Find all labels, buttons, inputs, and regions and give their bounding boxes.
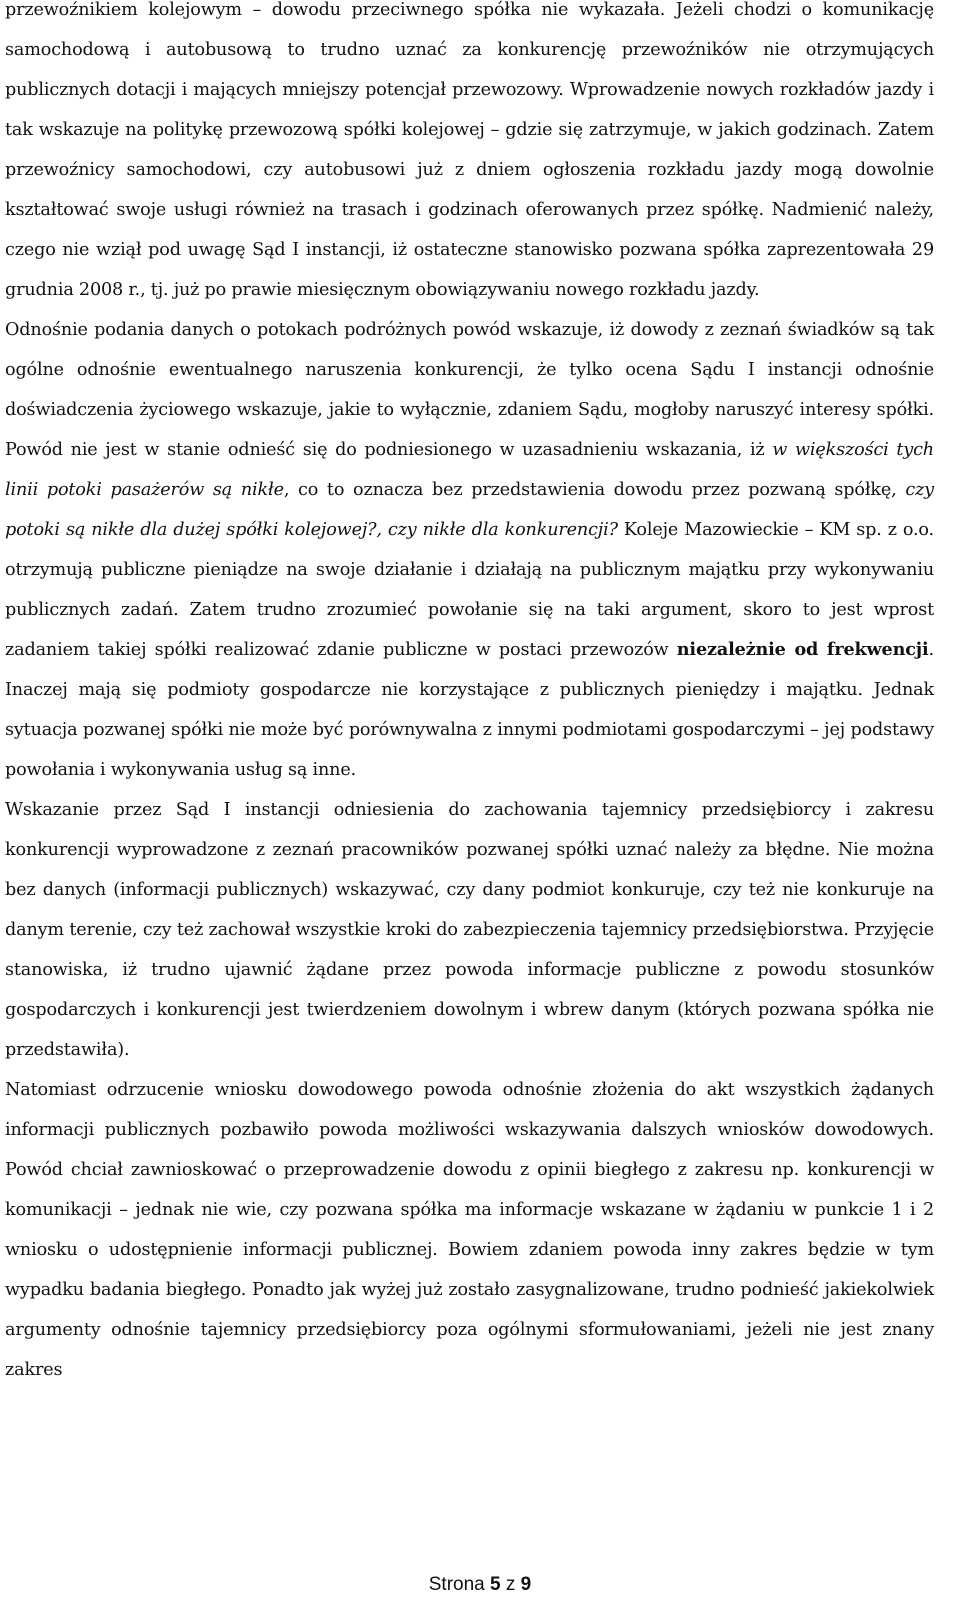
page-separator: z <box>505 1574 516 1595</box>
paragraph-2-quote-passengers: w większości tych linii potoki pasażerów są nikłe <box>5 440 934 500</box>
paragraph-2-quote-questions: czy potoki są nikłe dla dużej spółki kolejowej?, czy nikłe dla konkurencji? <box>5 480 934 540</box>
paragraph-1: przewoźnikiem kolejowym – dowodu przeciwnego spółka nie wykazała. Jeżeli chodzi o komunikację samochodową i autobusową to trudno uznać za konkurencję przewoźników nie otrzymujących publicznych dotacji i mających mniejszy potencjał przewozowy. Wprowadzenie nowych rozkładów jazdy i tak wskazuje na politykę przewozową spółki kolejowej – gdzie się zatrzymuje, w jakich godzinach. Zatem przewoźnicy samochodowi, czy autobusowi już z dniem ogłoszenia rozkładu jazdy mogą dowolnie kształtować swoje usługi również na trasach i godzinach oferowanych przez spółkę. Nadmienić należy, czego nie wziął pod uwagę Sąd I instancji, iż ostateczne stanowisko pozwana spółka zaprezentowała 29 grudnia 2008 r., tj. już po prawie miesięcznym obowiązywaniu nowego rozkładu jazdy. <box>5 0 934 300</box>
paragraph-2-emphasis: niezależnie od frekwencji <box>676 639 929 660</box>
paragraph-4: Natomiast odrzucenie wniosku dowodowego powoda odnośnie złożenia do akt wszystkich żądanych informacji publicznych pozbawiło powoda możliwości wskazywania dalszych wniosków dowodowych. Powód chciał zawnioskować o przeprowadzenie dowodu z opinii biegłego z zakresu np. konkurencji w komunikacji – jednak nie wie, czy pozwana spółka ma informacje wskazane w żądaniu w punkcie 1 i 2 wniosku o udostępnienie informacji publicznej. Bowiem zdaniem powoda inny zakres będzie w tym wypadku badania biegłego. Ponadto jak wyżej już zostało zasygnalizowane, trudno podnieść jakiekolwiek argumenty odnośnie tajemnicy przedsiębiorcy poza ogólnymi sformułowaniami, jeżeli nie jest znany zakres <box>5 1080 934 1380</box>
total-page-count: 9 <box>520 1574 532 1595</box>
current-page-number: 5 <box>490 1574 501 1595</box>
document-body <box>5 0 934 1390</box>
page-footer <box>0 1574 960 1596</box>
paragraph-2-part-c: , co to oznacza bez przedstawienia dowodu przez pozwaną spółkę, <box>283 480 906 500</box>
paragraph-3: Wskazanie przez Sąd I instancji odniesienia do zachowania tajemnicy przedsiębiorcy i zakresu konkurencji wyprowadzone z zeznań pracowników pozwanej spółki uznać należy za błędne. Nie można bez danych (informacji publicznych) wskazywać, czy dany podmiot konkuruje, czy też nie konkuruje na danym terenie, czy też zachował wszystkie kroki do zabezpieczenia tajemnicy przedsiębiorstwa. Przyjęcie stanowiska, iż trudno ujawnić żądane przez powoda informacje publiczne z powodu stosunków gospodarczych i konkurencji jest twierdzeniem dowolnym i wbrew danym (których pozwana spółka nie przedstawiła). <box>5 800 934 1060</box>
paragraph-2-part-g: . Inaczej mają się podmioty gospodarcze nie korzystające z publicznych pieniędzy i majątku. Jednak sytuacja pozwanej spółki nie może być porównywalna z innymi podmiotami gospodarczymi – jej podstawy powołania i wykonywania usług są inne. <box>5 640 934 780</box>
paragraph-2-part-a: Odnośnie podania danych o potokach podróżnych powód wskazuje, iż dowody z zeznań świadków są tak ogólne odnośnie ewentualnego naruszenia konkurencji, że tylko ocena Sądu I instancji odnośnie doświadczenia życiowego wskazuje, jakie to wyłącznie, zdaniem Sądu, mogłoby naruszyć interesy spółki. Powód nie jest w stanie odnieść się do podniesionego w uzasadnieniu wskazania, iż <box>5 320 934 460</box>
page-label: Strona <box>428 1574 485 1595</box>
paragraph-2 <box>5 310 934 790</box>
paragraph-2-part-e: Koleje Mazowieckie – KM sp. z o.o. otrzymują publiczne pieniądze na swoje działanie i działają na publicznym majątku przy wykonywaniu publicznych zadań. Zatem trudno zrozumieć powołanie się na taki argument, skoro to jest wprost zadaniem takiej spółki realizować zdanie publiczne w postaci przewozów <box>5 520 935 660</box>
